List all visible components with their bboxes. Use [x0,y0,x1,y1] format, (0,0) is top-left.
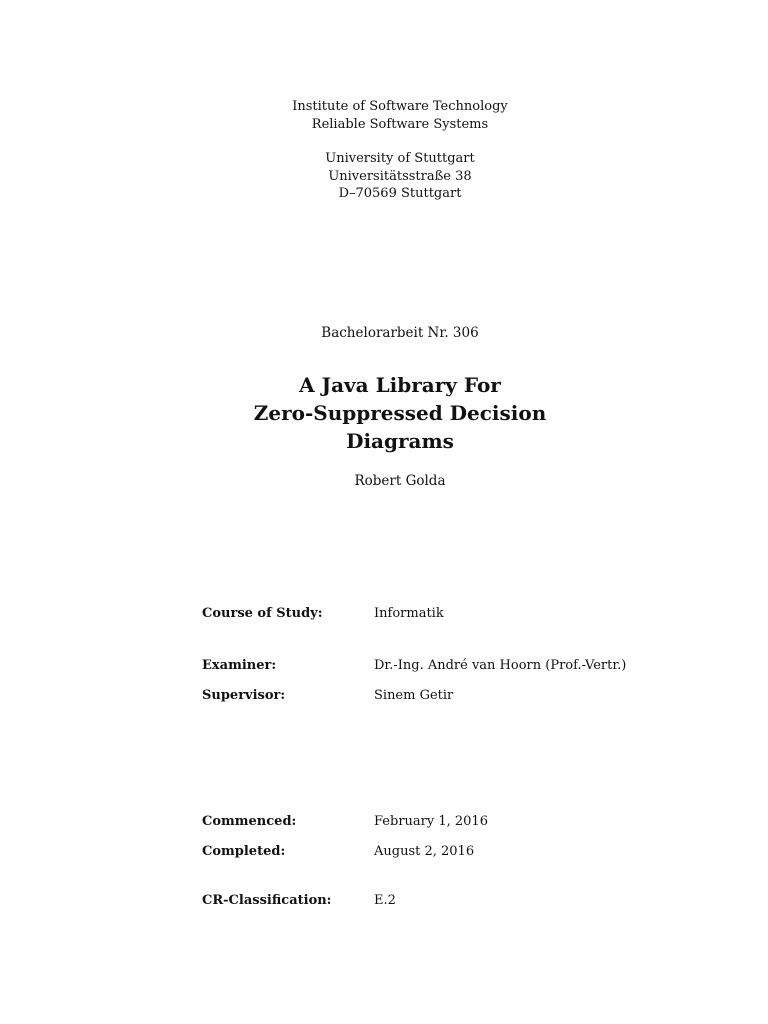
thesis-number: Bachelorarbeit Nr. 306 [321,325,479,341]
detail-value: August 2, 2016 [374,844,475,859]
detail-value: E.2 [374,893,396,908]
detail-label: Supervisor: [202,688,286,703]
detail-label: Commenced: [202,814,297,829]
detail-label: CR-Classification: [202,893,332,908]
title-line: Zero-Suppressed Decision [253,401,547,425]
title-line: A Java Library For [299,373,501,397]
thesis-title [0,371,768,455]
title-line: Diagrams [346,429,454,453]
department-name: Reliable Software Systems [311,116,489,132]
institute-name: Institute of Software Technology [292,99,508,114]
author-name: Robert Golda [354,473,446,489]
institution-block [0,98,768,133]
detail-value: Sinem Getir [374,688,454,703]
university-street: Universitätsstraße 38 [328,168,472,184]
detail-label: Examiner: [202,658,277,673]
detail-label: Completed: [202,844,286,859]
detail-value: February 1, 2016 [374,814,488,829]
university-name: University of Stuttgart [325,151,475,166]
detail-value: Dr.-Ing. André van Hoorn (Prof.-Vertr.) [374,658,627,673]
detail-label: Course of Study: [202,606,323,621]
university-address [0,150,768,203]
detail-value: Informatik [374,606,444,621]
university-city: D–70569 Stuttgart [338,186,462,201]
